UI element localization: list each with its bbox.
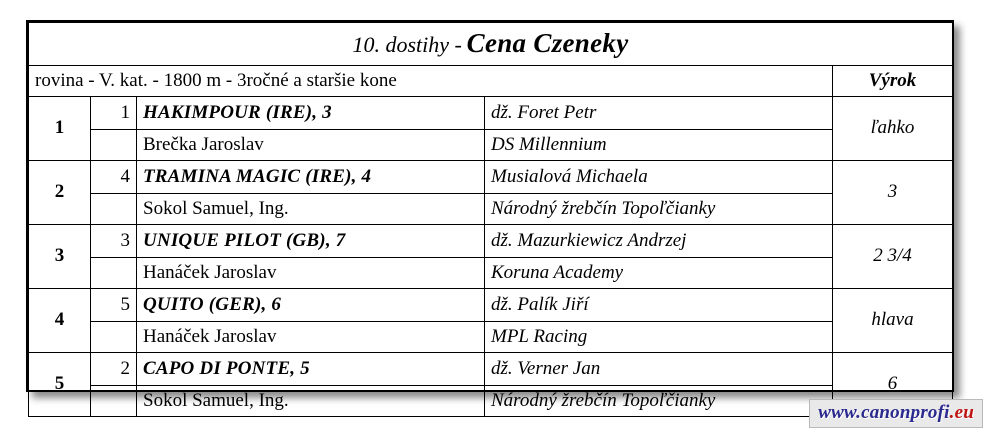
jockey-name: dž. Foret Petr bbox=[485, 97, 833, 130]
verdict-value: hlava bbox=[833, 289, 953, 353]
title-row bbox=[29, 23, 953, 66]
start-number: 4 bbox=[91, 161, 137, 194]
verdict-value: 6 bbox=[833, 353, 953, 417]
table-row-secondary bbox=[29, 130, 953, 161]
table-row bbox=[29, 97, 953, 130]
horse-name: CAPO DI PONTE, 5 bbox=[137, 353, 485, 386]
table-row-secondary bbox=[29, 322, 953, 353]
table-row-secondary bbox=[29, 258, 953, 289]
subtitle-row bbox=[29, 66, 953, 97]
watermark bbox=[809, 399, 983, 428]
jockey-name: dž. Mazurkiewicz Andrzej bbox=[485, 225, 833, 258]
owner-name: MPL Racing bbox=[485, 322, 833, 353]
empty-number-cell bbox=[91, 130, 137, 161]
table-row-secondary bbox=[29, 194, 953, 225]
trainer-name: Sokol Samuel, Ing. bbox=[137, 386, 485, 417]
empty-number-cell bbox=[91, 322, 137, 353]
table-row bbox=[29, 289, 953, 322]
start-number: 5 bbox=[91, 289, 137, 322]
start-number: 3 bbox=[91, 225, 137, 258]
watermark-text: www.canonprofi bbox=[818, 402, 950, 423]
trainer-name: Hanáček Jaroslav bbox=[137, 258, 485, 289]
horse-name: QUITO (GER), 6 bbox=[137, 289, 485, 322]
horse-name: TRAMINA MAGIC (IRE), 4 bbox=[137, 161, 485, 194]
owner-name: Národný žrebčín Topoľčianky bbox=[485, 386, 833, 417]
jockey-name: dž. Verner Jan bbox=[485, 353, 833, 386]
rank-cell: 3 bbox=[29, 225, 91, 289]
trainer-name: Hanáček Jaroslav bbox=[137, 322, 485, 353]
start-number: 1 bbox=[91, 97, 137, 130]
rank-cell: 2 bbox=[29, 161, 91, 225]
trainer-name: Brečka Jaroslav bbox=[137, 130, 485, 161]
results-table-frame bbox=[26, 20, 954, 411]
verdict-value: 3 bbox=[833, 161, 953, 225]
empty-number-cell bbox=[91, 194, 137, 225]
start-number: 2 bbox=[91, 353, 137, 386]
rank-cell: 4 bbox=[29, 289, 91, 353]
trainer-name: Sokol Samuel, Ing. bbox=[137, 194, 485, 225]
watermark-tld: .eu bbox=[949, 402, 974, 423]
jockey-name: dž. Palík Jiří bbox=[485, 289, 833, 322]
horse-name: UNIQUE PILOT (GB), 7 bbox=[137, 225, 485, 258]
verdict-value: ľahko bbox=[833, 97, 953, 161]
table-row bbox=[29, 161, 953, 194]
owner-name: DS Millennium bbox=[485, 130, 833, 161]
table-row bbox=[29, 353, 953, 386]
rank-cell: 1 bbox=[29, 97, 91, 161]
race-number: 10. dostihy - bbox=[352, 32, 462, 58]
owner-name: Koruna Academy bbox=[485, 258, 833, 289]
empty-number-cell bbox=[91, 386, 137, 417]
verdict-column-header: Výrok bbox=[833, 66, 953, 97]
empty-number-cell bbox=[91, 258, 137, 289]
owner-name: Národný žrebčín Topoľčianky bbox=[485, 194, 833, 225]
horse-name: HAKIMPOUR (IRE), 3 bbox=[137, 97, 485, 130]
race-conditions: rovina - V. kat. - 1800 m - 3ročné a staršie kone bbox=[29, 66, 833, 97]
race-title-cell bbox=[29, 23, 953, 66]
race-results-table bbox=[28, 22, 953, 417]
verdict-value: 2 3/4 bbox=[833, 225, 953, 289]
jockey-name: Musialová Michaela bbox=[485, 161, 833, 194]
rank-cell: 5 bbox=[29, 353, 91, 417]
table-row bbox=[29, 225, 953, 258]
race-name: Cena Czeneky bbox=[466, 28, 629, 59]
